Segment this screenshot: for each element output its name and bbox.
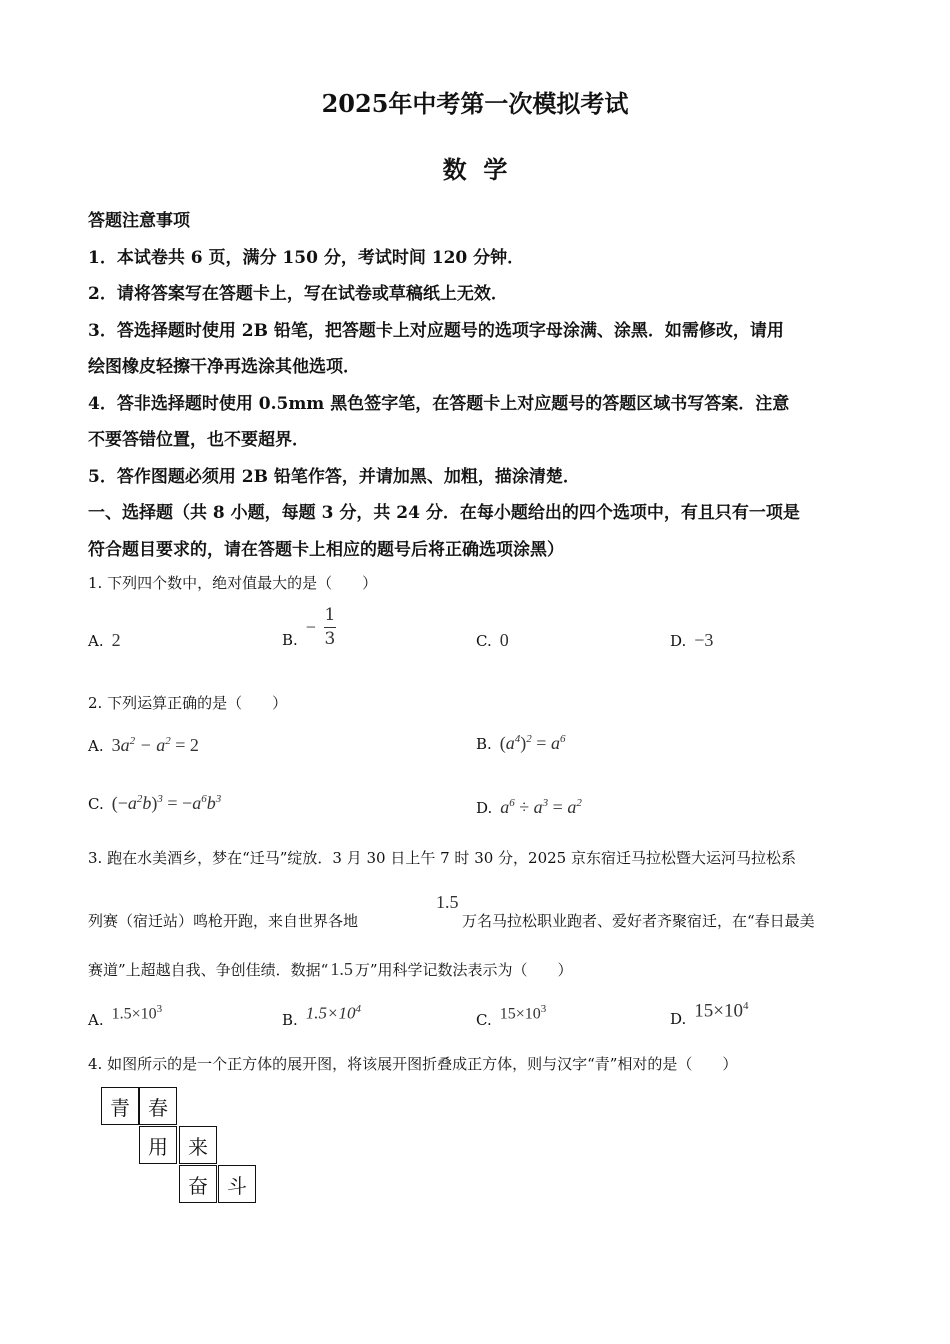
- notice-item: 4．答非选择题时使用 0.5mm 黑色签字笔，在答题卡上对应题号的答题区域书写答案．注意: [88, 394, 790, 414]
- q1-stem: 1. 下列四个数中，绝对值最大的是（ ）: [88, 574, 378, 592]
- q4-stem: 4. 如图所示的是一个正方体的展开图，将该展开图折叠成正方体，则与汉字“青”相对的是（ ）: [88, 1055, 738, 1073]
- notice-item: 3．答选择题时使用 2B 铅笔，把答题卡上对应题号的选项字母涂满、涂黑．如需修改，请用: [88, 321, 784, 341]
- q3-stem-line3: [88, 959, 573, 980]
- q2-option-b[interactable]: [476, 733, 565, 754]
- q3-line3-number: 1.5: [330, 959, 353, 979]
- option-label: A.: [88, 631, 104, 650]
- minus-sign: −: [305, 616, 316, 637]
- option-label: C.: [476, 631, 492, 650]
- expression: $15\times 10^4$: [694, 999, 749, 1022]
- q1-option-b[interactable]: [282, 605, 336, 649]
- option-label: A.: [88, 736, 104, 755]
- expression: $1.5\times 10^4$: [305, 1002, 362, 1023]
- q3-line3-text: 赛道”上超越自我、争创佳绩．数据“: [88, 961, 329, 979]
- q3-stem-line2a: 列赛（宿迁站）鸣枪开跑，来自世界各地: [88, 912, 359, 930]
- net-cell: 青: [101, 1087, 139, 1125]
- expression: $1.5\times 10^3$: [111, 1002, 163, 1023]
- q2-option-d[interactable]: [476, 797, 582, 818]
- subject-title: 数 学: [442, 155, 508, 184]
- section-heading: 一、选择题（共 8 小题，每题 3 分，共 24 分．在每小题给出的四个选项中，有且只有一项是: [88, 503, 800, 523]
- notice-item: 5．答作图题必须用 2B 铅笔作答，并请加黑、加粗，描涂清楚．: [88, 467, 580, 487]
- net-cell: 用: [139, 1126, 177, 1164]
- denominator: 3: [324, 628, 336, 649]
- option-label: C.: [88, 794, 104, 813]
- fraction: [324, 604, 336, 649]
- option-label: D.: [670, 1010, 687, 1028]
- expression: $3a^2 - a^2 = 2$: [111, 735, 199, 755]
- q2-option-a[interactable]: [88, 735, 199, 756]
- expression: $15\times 10^3$: [499, 1002, 547, 1023]
- numerator: 1: [324, 604, 336, 625]
- fraction-bar: [324, 627, 336, 628]
- option-label: B.: [476, 734, 492, 753]
- option-label: D.: [670, 631, 687, 650]
- option-value: −3: [694, 630, 714, 650]
- notice-item: 不要答错位置，也不要超界．: [88, 430, 309, 450]
- option-label: B.: [282, 1011, 298, 1029]
- notice-item: 1．本试卷共 6 页，满分 150 分，考试时间 120 分钟．: [88, 248, 525, 268]
- q3-option-a[interactable]: [88, 997, 162, 1029]
- q2-option-c[interactable]: [88, 793, 221, 814]
- q3-line3-text-end: 万”用科学记数法表示为（ ）: [354, 961, 573, 979]
- q3-option-c[interactable]: [476, 997, 546, 1029]
- option-label: D.: [476, 798, 493, 817]
- net-cell: 奋: [179, 1165, 217, 1203]
- q3-option-d[interactable]: [670, 994, 748, 1028]
- option-label: B.: [282, 631, 298, 649]
- exam-title: 2025年中考第一次模拟考试: [321, 89, 629, 118]
- section-heading-cont: 符合题目要求的，请在答题卡上相应的题号后将正确选项涂黑）: [88, 540, 564, 560]
- q2-stem: 2. 下列运算正确的是（ ）: [88, 694, 288, 712]
- q3-option-b[interactable]: [282, 997, 361, 1029]
- q3-number: 1.5: [436, 892, 459, 912]
- q1-option-a[interactable]: [88, 630, 121, 651]
- notice-item: 2．请将答案写在答题卡上，写在试卷或草稿纸上无效．: [88, 284, 508, 304]
- notice-heading: 答题注意事项: [88, 211, 190, 231]
- q3-stem-line1: 3. 跑在水美酒乡，梦在“迁马”绽放．3 月 30 日上午 7 时 30 分，2025 京东宿迁马拉松暨大运河马拉松系: [88, 849, 796, 867]
- net-cell: 来: [179, 1126, 217, 1164]
- q3-stem-line2b: 万名马拉松职业跑者、爱好者齐聚宿迁，在“春日最美: [462, 912, 815, 930]
- net-cell: 斗: [218, 1165, 256, 1203]
- notice-item: 绘图橡皮轻擦干净再选涂其他选项．: [88, 357, 360, 377]
- option-value: 0: [499, 630, 509, 650]
- expression: $(a^4)^2 = a^6$: [499, 733, 566, 753]
- q1-option-c[interactable]: [476, 630, 509, 651]
- expression: $(-a^2b)^3 = -a^6b^3$: [111, 793, 222, 813]
- option-value: 2: [111, 630, 121, 650]
- q1-option-d[interactable]: [670, 630, 713, 651]
- option-label: A.: [88, 1011, 104, 1029]
- net-cell: 春: [139, 1087, 177, 1125]
- expression: $a^6 \div a^3 = a^2$: [500, 797, 582, 817]
- option-label: C.: [476, 1011, 492, 1029]
